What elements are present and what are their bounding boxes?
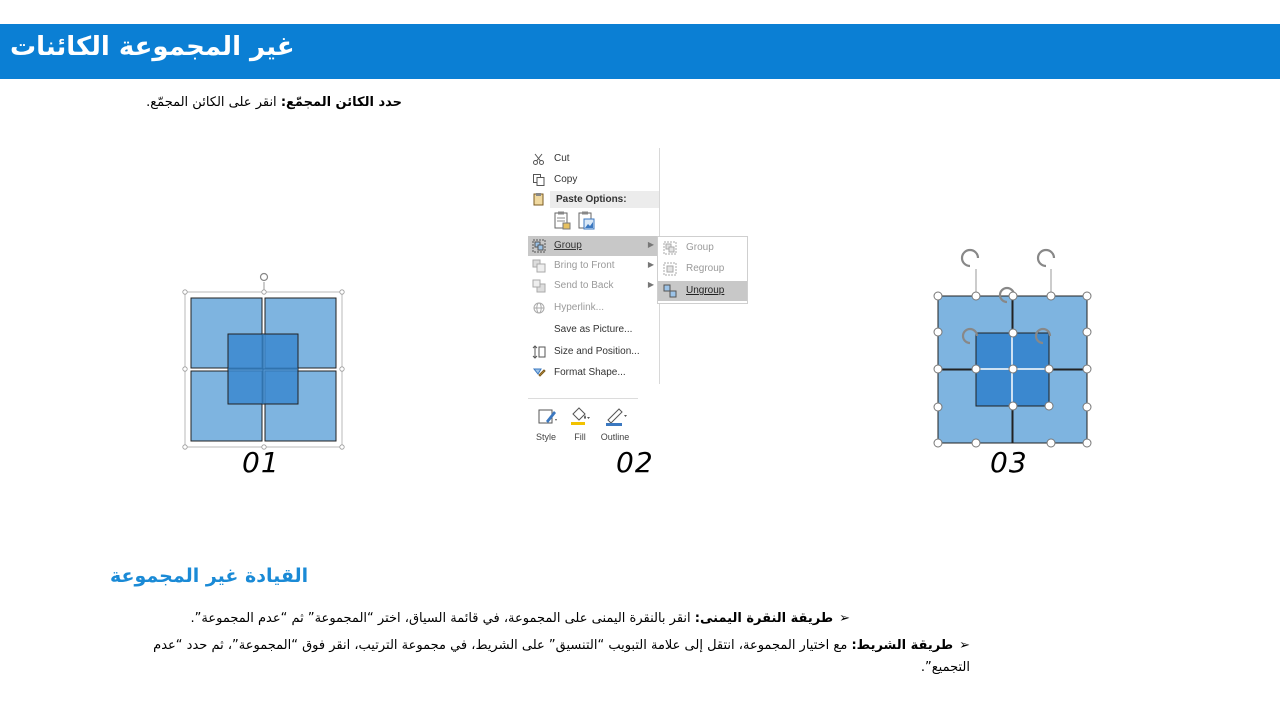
style-icon xyxy=(537,407,559,427)
ungroup-icon xyxy=(663,284,677,298)
paste-picture-icon[interactable] xyxy=(578,211,596,231)
submenu-item-group[interactable]: Group xyxy=(658,238,747,258)
copy-icon xyxy=(532,173,546,187)
scissors-icon xyxy=(532,152,546,166)
arrow-bullet-icon: ➢ xyxy=(959,638,970,653)
submenu-arrow-icon: ▶ xyxy=(647,240,654,249)
menu-item-format-shape[interactable]: Format Shape... xyxy=(528,363,659,383)
size-icon xyxy=(532,345,546,359)
fill-button[interactable]: Fill xyxy=(565,403,595,443)
bullet-ribbon xyxy=(110,635,970,679)
submenu-arrow-icon: ▶ xyxy=(647,280,654,289)
slide-title: غير المجموعة الكائنات xyxy=(10,32,295,62)
group-icon xyxy=(532,239,546,253)
bullet-right-click-text: انقر بالنقرة اليمنى على المجموعة، في قائمة السياق، اختر “المجموعة” ثم “عدم المجموعة”. xyxy=(190,611,695,626)
bullet-ribbon-text: مع اختيار المجموعة، انتقل إلى علامة التبويب “التنسيق” على الشريط، في مجموعة الترتيب، انقر فوق “المجموعة”، ثم حدد “عدم التجميع”. xyxy=(153,638,970,675)
submenu-item-regroup[interactable]: Regroup xyxy=(658,259,747,279)
paste-icon xyxy=(532,192,546,206)
step-text: انقر على الكائن المجمّع. xyxy=(146,95,281,110)
fill-bucket-icon xyxy=(569,405,591,427)
menu-item-bring-to-front[interactable]: Bring to Front ▶ xyxy=(528,256,659,276)
paste-options-header: Paste Options: xyxy=(550,191,659,208)
menu-item-copy[interactable]: Copy xyxy=(528,170,659,190)
section-title: القيادة غير المجموعة xyxy=(110,565,309,587)
regroup-icon xyxy=(663,262,677,276)
mini-toolbar xyxy=(528,398,638,445)
bullet-right-click xyxy=(110,608,850,630)
step-label: حدد الكائن المجمّع: xyxy=(280,95,402,110)
bring-front-icon xyxy=(532,259,546,273)
figure-label-01: 01 xyxy=(242,446,280,479)
format-shape-icon xyxy=(532,366,546,380)
grouped-shapes-figure[interactable] xyxy=(180,268,350,453)
ungrouped-shapes-figure[interactable] xyxy=(925,245,1100,455)
bullet-ribbon-label: طريقة الشريط: xyxy=(851,638,954,653)
submenu-arrow-icon: ▶ xyxy=(647,260,654,269)
send-back-icon xyxy=(532,279,546,293)
outline-pen-icon xyxy=(604,405,628,427)
context-menu xyxy=(528,148,660,384)
menu-item-save-as-picture[interactable]: Save as Picture... xyxy=(554,324,633,335)
title-bar xyxy=(0,24,1280,79)
style-button[interactable]: Style xyxy=(531,403,561,443)
figure-label-02: 02 xyxy=(616,446,654,479)
menu-item-group[interactable]: Group ▶ xyxy=(528,236,659,256)
group-icon xyxy=(663,241,677,255)
link-icon xyxy=(532,301,546,315)
menu-item-hyperlink[interactable]: Hyperlink... xyxy=(528,298,659,318)
paste-keep-source-icon[interactable] xyxy=(554,211,572,231)
submenu-item-ungroup[interactable]: Ungroup xyxy=(658,281,747,301)
arrow-bullet-icon: ➢ xyxy=(839,611,850,626)
menu-item-cut[interactable]: Cut xyxy=(528,149,659,169)
step-instruction xyxy=(112,95,402,110)
menu-item-send-to-back[interactable]: Send to Back ▶ xyxy=(528,276,659,296)
group-submenu xyxy=(657,236,748,304)
outline-button[interactable]: Outline xyxy=(600,403,630,443)
figure-label-03: 03 xyxy=(990,446,1028,479)
menu-item-size-position[interactable]: Size and Position... xyxy=(528,342,659,362)
bullet-right-click-label: طريقة النقرة اليمنى: xyxy=(694,611,834,626)
